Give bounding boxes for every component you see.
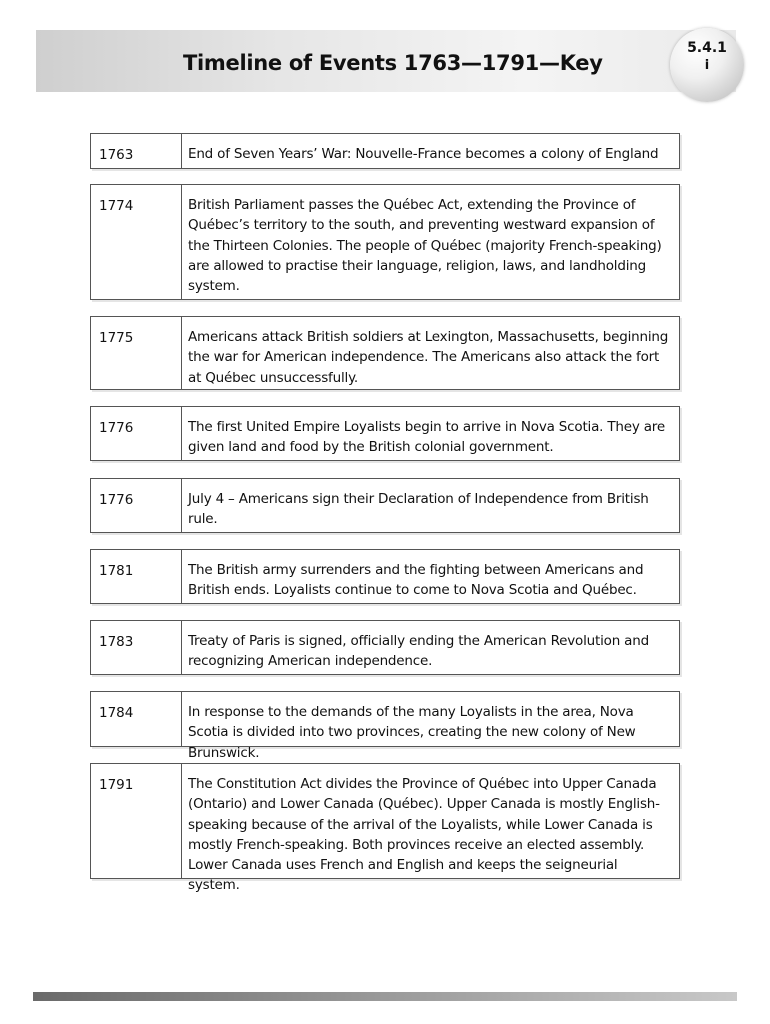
event-year: 1774 bbox=[91, 185, 182, 299]
event-year: 1775 bbox=[91, 317, 182, 389]
timeline-row bbox=[90, 316, 680, 390]
timeline-row bbox=[90, 478, 680, 533]
event-year: 1763 bbox=[91, 134, 182, 168]
event-year: 1776 bbox=[91, 407, 182, 460]
event-description: Americans attack British soldiers at Lexington, Massachusetts, beginning the war for American independence. The Americans also attack the fort at Québec unsuccessfully. bbox=[188, 329, 669, 386]
timeline-row bbox=[90, 406, 680, 461]
globe-badge-icon bbox=[670, 28, 744, 102]
badge-info-label: i bbox=[704, 58, 710, 73]
timeline-row bbox=[90, 549, 680, 604]
event-description: The first United Empire Loyalists begin to arrive in Nova Scotia. They are given land and food by the British colonial government. bbox=[188, 419, 665, 456]
event-description: End of Seven Years’ War: Nouvelle-France becomes a colony of England bbox=[188, 146, 659, 162]
timeline-row bbox=[90, 133, 680, 169]
timeline-row bbox=[90, 691, 680, 761]
timeline-row bbox=[90, 763, 680, 894]
event-year: 1781 bbox=[91, 550, 182, 603]
event-description: British Parliament passes the Québec Act, extending the Province of Québec’s territory to the south, and preventing westward expansion of the Thirteen Colonies. The people of Québec (majority French-speaking) are allowed to practise their language, religion, laws, and landholding system. bbox=[188, 197, 662, 295]
timeline-row bbox=[90, 184, 680, 300]
page-title: Timeline of Events 1763—1791—Key bbox=[183, 51, 603, 75]
timeline-row bbox=[90, 620, 680, 675]
event-description: Treaty of Paris is signed, officially ending the American Revolution and recognizing American independence. bbox=[188, 633, 649, 670]
event-year: 1783 bbox=[91, 621, 182, 674]
event-description: July 4 – Americans sign their Declaration of Independence from British rule. bbox=[188, 491, 649, 528]
event-year: 1776 bbox=[91, 479, 182, 532]
event-description: The Constitution Act divides the Province of Québec into Upper Canada (Ontario) and Lower Canada (Québec). Upper Canada is mostly English-speaking because of the arrival of the Loyalists, while Lower Canada is mostly French-speaking. Both provinces receive an elected assembly. Lower Canada uses French and English and keeps the seigneurial system. bbox=[188, 776, 660, 894]
event-description: The British army surrenders and the fighting between Americans and British ends. Loyalists continue to come to Nova Scotia and Québec. bbox=[188, 562, 644, 599]
event-year: 1784 bbox=[91, 692, 182, 746]
badge-code: 5.4.1 bbox=[687, 40, 727, 56]
event-description: In response to the demands of the many Loyalists in the area, Nova Scotia is divided into two provinces, creating the new colony of New Brunswick. bbox=[188, 704, 636, 761]
event-year: 1791 bbox=[91, 764, 182, 878]
footer-band bbox=[33, 992, 737, 1001]
